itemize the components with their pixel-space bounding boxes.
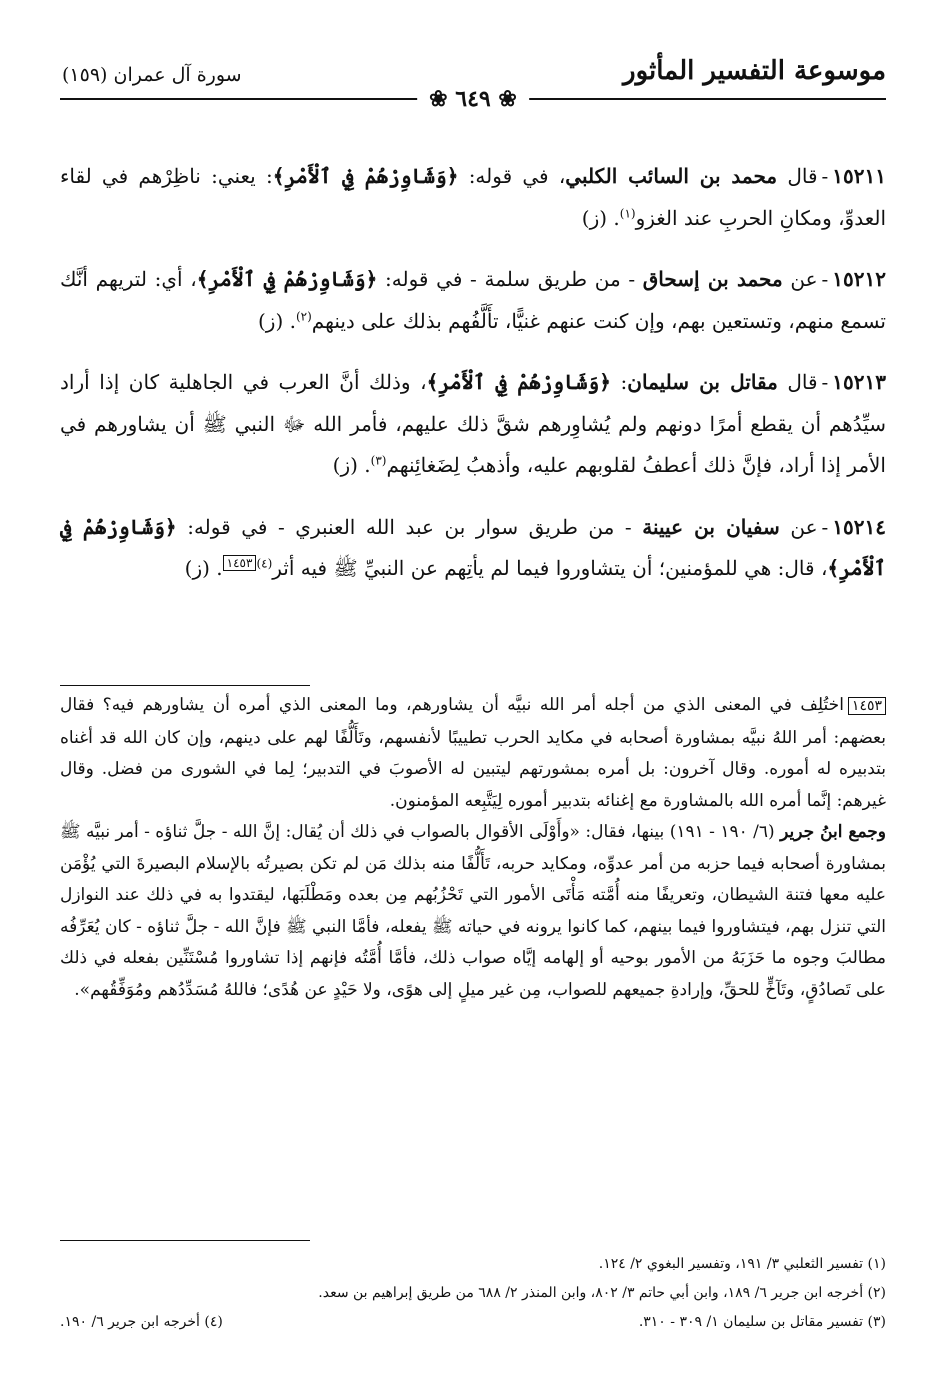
narration-entry — [60, 156, 886, 239]
quran-quote: ﴿وَشَاوِرْهُمْ فِي ٱلْأَمْرِ﴾ — [60, 514, 886, 580]
narrator-name: مقاتل بن سليمان — [627, 370, 778, 394]
book-title: موسوعة التفسير المأثور — [623, 56, 886, 86]
footnote: (١) تفسير الثعلبي ٣/ ١٩١، وتفسير البغوي ٢/ ١٢٤. — [598, 1256, 886, 1272]
commentary-separator — [60, 685, 310, 686]
narrator-name: محمد بن السائب الكلبي — [565, 164, 778, 188]
page-number-ornament — [417, 86, 529, 112]
remark-number: ١٤٥٣ — [848, 697, 886, 715]
narration-entry — [60, 362, 886, 487]
remark-ref: ١٤٥٣ — [223, 555, 257, 571]
entry-pre-quote: - من طريق سلمة - في قوله: — [385, 267, 636, 291]
commentary-block — [60, 690, 886, 1006]
entry-intro: قال — [787, 164, 818, 188]
entry-intro: قال — [787, 370, 818, 394]
narrator-name: سفيان بن عيينة — [642, 514, 780, 539]
footnote: (٤) أخرجه ابن جرير ٦/ ١٩٠. — [60, 1314, 223, 1330]
dash: - — [821, 370, 829, 394]
quran-quote: ﴿وَشَاوِرْهُمْ فِي ٱلْأَمْرِ﴾ — [426, 370, 611, 394]
entry-number: ١٥٢١٢ — [832, 267, 887, 291]
entry-end: . (ز) — [184, 556, 223, 580]
narrator-name: محمد بن إسحاق — [642, 267, 783, 291]
ornament-right-icon: ❀ — [490, 86, 517, 112]
entry-number: ١٥٢١٤ — [832, 514, 887, 539]
page-number: ٦٤٩ — [455, 86, 491, 112]
narration-entries — [60, 136, 886, 602]
commentary-paragraph — [60, 817, 886, 1006]
entry-intro: عن — [790, 514, 818, 539]
footnote: (٢) أخرجه ابن جرير ٦/ ١٨٩، وابن أبي حاتم ٣/ ٨٠٢، وابن المنذر ٢/ ٦٨٨ من طريق إبراهيم بن سعد. — [318, 1285, 886, 1301]
commentary-text: اختُلِف في المعنى الذي من أجله أمر الله نبيَّه أن يشاورهم، وما المعنى الذي أمره أن يشاورهم فيه؟ فقال بعضهم: أمر اللهُ نبيَّه بمشاورة أصحابه في مكايد الحرب تطييبًا لأنفسهم، وتَأَلُّفًا لهم على دينهم، وإن كان الله قد أغناه بتدبيره له أموره. وقال آخرون: بل أمره بمشورتهم ليتبين له الأصوبَ في التدبير؛ لِما في الشورى من فضل. وقال غيرهم: إنَّما أمره الله بالمشاورة مع إغنائه بتدبير أموره لِيَتَّبِعه المؤمنون. — [60, 695, 886, 811]
entry-text: : يعني: ناظِرْهم في لقاء العدوِّ، ومكانِ الحربِ عند الغزو — [60, 164, 886, 230]
document-page — [60, 50, 886, 1350]
dash: - — [821, 514, 829, 539]
entry-pre-quote: - من طريق سوار بن عبد الله العنبري - في قوله: — [187, 514, 632, 539]
commentary-lead: وجمع ابنُ جرير — [780, 822, 886, 842]
entry-number: ١٥٢١١ — [832, 164, 886, 188]
quran-quote: ﴿وَشَاوِرْهُمْ فِي ٱلْأَمْرِ﴾ — [272, 164, 459, 188]
entry-text: ، أي: لتريهم أنَّك تسمع منهم، وتستعين بهم، وإن كنت عنهم غنيًّا، تأَلَّفُهم بذلك على دينهم — [60, 267, 886, 333]
footnote-ref: (٣) — [370, 453, 387, 468]
entry-text: ، وذلك أنَّ العرب في الجاهلية كان إذا أراد سيِّدُهم أن يقطع أمرًا دونهم ولم يُشاوِرهم شقَّ ذلك عليهم، فأمر الله ﷻ النبي ﷺ أن يشاورهم في الأمر إذا أراد، فإنَّ ذلك أعطفُ لقلوبهم عليه، وأذهبُ لِضَغائِنهم — [60, 370, 886, 477]
footnote-ref: (١) — [619, 205, 636, 220]
entry-text: ، قال: هي للمؤمنين؛ أن يتشاوروا فيما لم يأتِهم عن النبيِّ ﷺ فيه أثر — [272, 556, 828, 580]
dash: - — [821, 267, 829, 291]
page-header — [60, 50, 886, 112]
entry-end: . (ز) — [257, 308, 296, 333]
commentary-text: (٦/ ١٩٠ - ١٩١) بينها، فقال: «وأَوْلَى الأقوال بالصواب في ذلك أن يُقال: إنَّ الله - جلَّ ثناؤه - أمر نبيَّه ﷺ بمشاورة أصحابه فيما حزبه من أمر عدوِّه، ومكايد حربه، تَأَلُّفًا منه بذلك مَن لم تكن بصيرتُه بالإسلام البصيرةَ التي يُؤْمَن عليه معها فتنة الشيطان، وتعريفًا منه أُمَّته مَأْتَى الأمور التي تَحْزُبُهم مِن بعده ومَطْلَبَها، ليقتدوا به في ذلك عند النوازل التي تنزل بهم، فيتشاوروا فيما بينهم، كما كانوا يرونه في حياته ﷺ يفعله، فأمَّا النبي ﷺ فإنَّ الله - جلَّ ثناؤه - كان يُعَرِّفُه مطالبَ وجوه ما حَزَبَهُ من الأمور بوحيه أو إلهامه إيَّاه صواب ذلك، فأمَّا أُمَّتُه فإنهم إذا تشاوروا مُسْتَنِّين بفعله في ذلك على تَصادُقٍ، وتَآخٍّ للحقِّ، وإرادةِ جميعهم للصواب، مِن غير ميلٍ إلى هوًى، ولا حَيْدٍ عن هُدًى؛ فاللهُ مُسَدِّدُهم ومُوَفِّقُهم». — [60, 822, 886, 1000]
commentary-paragraph — [60, 690, 886, 817]
dash: - — [821, 164, 829, 188]
footnote-separator — [60, 1240, 310, 1241]
entry-pre-quote: ، في قوله: — [468, 164, 566, 188]
footnote-ref: (٤) — [256, 556, 273, 571]
ornament-left-icon: ❀ — [429, 86, 456, 112]
narration-entry — [60, 259, 886, 342]
entry-end: . (ز) — [581, 205, 620, 230]
entry-pre-quote: : — [620, 370, 628, 394]
surah-title: سورة آل عمران (١٥٩) — [62, 64, 242, 86]
entry-intro: عن — [790, 267, 818, 291]
footnotes — [60, 1250, 886, 1337]
narration-entry — [60, 507, 886, 590]
quran-quote: ﴿وَشَاوِرْهُمْ فِي ٱلْأَمْرِ﴾ — [196, 267, 378, 291]
footnote: (٣) تفسير مقاتل بن سليمان ١/ ٣٠٩ - ٣١٠. — [638, 1314, 886, 1330]
entry-number: ١٥٢١٣ — [832, 370, 887, 394]
footnote-row — [60, 1308, 886, 1337]
entry-end: . (ز) — [332, 453, 371, 477]
footnote-ref: (٢) — [295, 308, 312, 323]
